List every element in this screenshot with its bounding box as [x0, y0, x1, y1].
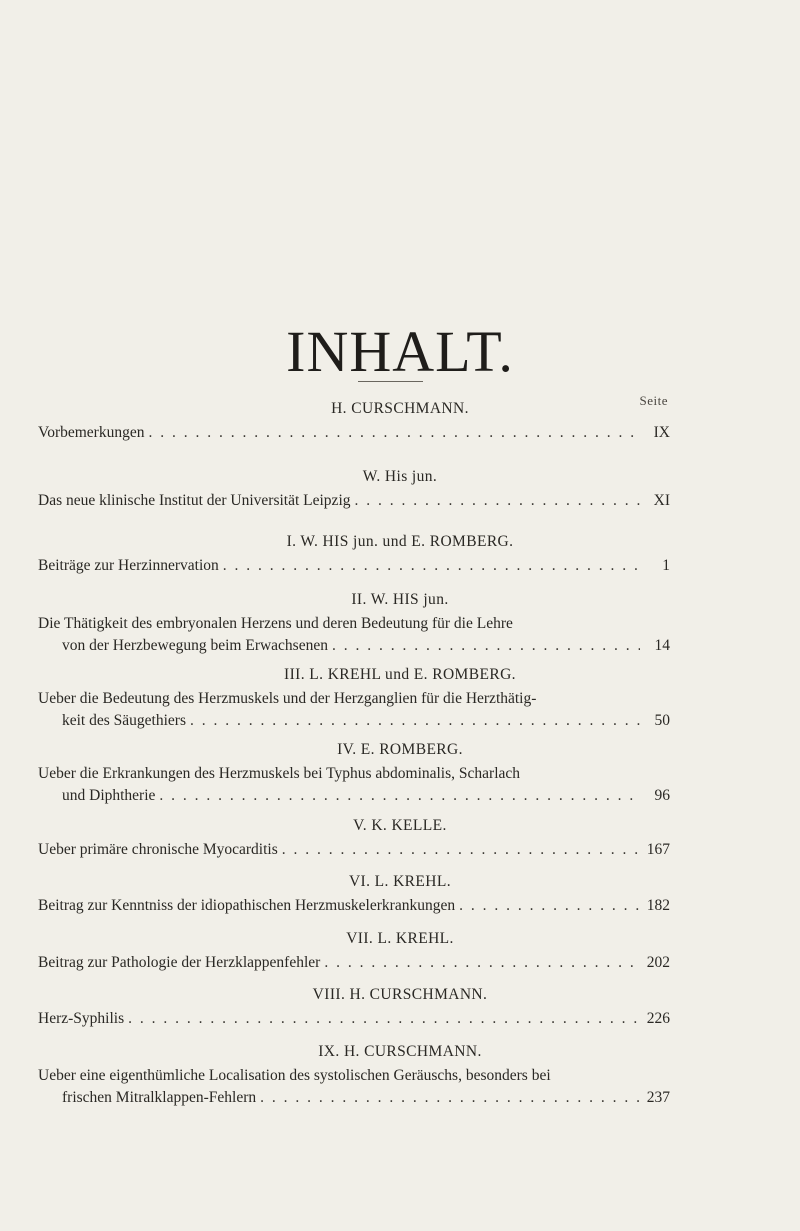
- title-divider: [358, 381, 423, 382]
- toc-entry[interactable]: [38, 490, 670, 512]
- toc-page-number: 167: [646, 841, 670, 858]
- toc-author: I. W. HIS jun. und E. ROMBERG.: [286, 533, 514, 550]
- toc-entry[interactable]: [38, 688, 670, 732]
- toc-page-number: 202: [646, 954, 670, 971]
- leader-dots: [332, 635, 640, 657]
- toc-page-number: 237: [646, 1089, 670, 1106]
- toc-author: H. CURSCHMANN.: [331, 400, 469, 417]
- toc-author: VII. L. KREHL.: [346, 930, 454, 947]
- toc-page-number: 1: [662, 557, 670, 574]
- toc-page-number: 50: [654, 712, 670, 729]
- toc-author: V. K. KELLE.: [353, 817, 447, 834]
- leader-dots: [159, 785, 640, 807]
- toc-entry[interactable]: [38, 613, 670, 657]
- toc-entry[interactable]: [38, 839, 670, 861]
- toc-entry-title: Ueber die Erkrankungen des Herzmuskels bei Typhus abdominalis, Scharlach: [38, 765, 521, 782]
- leader-dots: [260, 1087, 640, 1109]
- leader-dots: [190, 710, 640, 732]
- toc-page-number: 182: [646, 897, 670, 914]
- toc-entry-title: Beitrag zur Pathologie der Herzklappenfehler: [38, 954, 321, 971]
- toc-entry[interactable]: [38, 1065, 670, 1109]
- toc-entry[interactable]: [38, 952, 670, 974]
- toc-entry[interactable]: [38, 1008, 670, 1030]
- toc-author: IV. E. ROMBERG.: [337, 741, 463, 758]
- toc-entry-title: Die Thätigkeit des embryonalen Herzens und deren Bedeutung für die Lehre: [38, 615, 513, 632]
- leader-dots: [148, 422, 640, 444]
- leader-dots: [324, 952, 640, 974]
- toc-entry[interactable]: [38, 763, 670, 807]
- toc-entry-title: Vorbemerkungen: [38, 424, 145, 441]
- leader-dots: [223, 555, 640, 577]
- toc-author: W. His jun.: [362, 468, 438, 485]
- toc-entry[interactable]: [38, 555, 670, 577]
- toc-entry-title: Ueber primäre chronische Myocarditis: [38, 841, 278, 858]
- toc-author: II. W. HIS jun.: [351, 591, 449, 608]
- leader-dots: [282, 839, 640, 861]
- toc-page-number: XI: [653, 492, 670, 509]
- toc-entry-title: von der Herzbewegung beim Erwachsenen: [62, 637, 328, 654]
- page-title: INHALT.: [286, 318, 514, 384]
- toc-entry-title: Herz-Syphilis: [38, 1010, 125, 1027]
- toc-page-number: IX: [653, 424, 670, 441]
- toc-entry-title: und Diphtherie: [62, 787, 156, 804]
- toc-entry-title: keit des Säugethiers: [62, 712, 186, 729]
- toc-page-number: 226: [646, 1010, 670, 1027]
- toc-entry-title: Ueber die Bedeutung des Herzmuskels und der Herzganglien für die Herzthätig-: [38, 690, 537, 707]
- toc-author: VIII. H. CURSCHMANN.: [312, 986, 488, 1003]
- leader-dots: [459, 895, 640, 917]
- toc-entry-title: Das neue klinische Institut der Universität Leipzig: [38, 492, 351, 509]
- toc-author: VI. L. KREHL.: [348, 873, 452, 890]
- leader-dots: [128, 1008, 640, 1030]
- toc-page-number: 14: [654, 637, 670, 654]
- toc-entry-title: Beiträge zur Herzinnervation: [38, 557, 219, 574]
- toc-entry-title: frischen Mitralklappen-Fehlern: [62, 1089, 257, 1106]
- toc-entry[interactable]: [38, 422, 670, 444]
- toc-author: IX. H. CURSCHMANN.: [318, 1043, 482, 1060]
- leader-dots: [355, 490, 641, 512]
- toc-entry-title: Beitrag zur Kenntniss der idiopathischen Herzmuskelerkrankungen: [38, 897, 456, 914]
- page-column-label: Seite: [639, 393, 668, 408]
- toc-page-number: 96: [654, 787, 670, 804]
- toc-entry-title: Ueber eine eigenthümliche Localisation des systolischen Geräuschs, besonders bei: [38, 1067, 551, 1084]
- toc-author: III. L. KREHL und E. ROMBERG.: [284, 666, 516, 683]
- toc-entry[interactable]: [38, 895, 670, 917]
